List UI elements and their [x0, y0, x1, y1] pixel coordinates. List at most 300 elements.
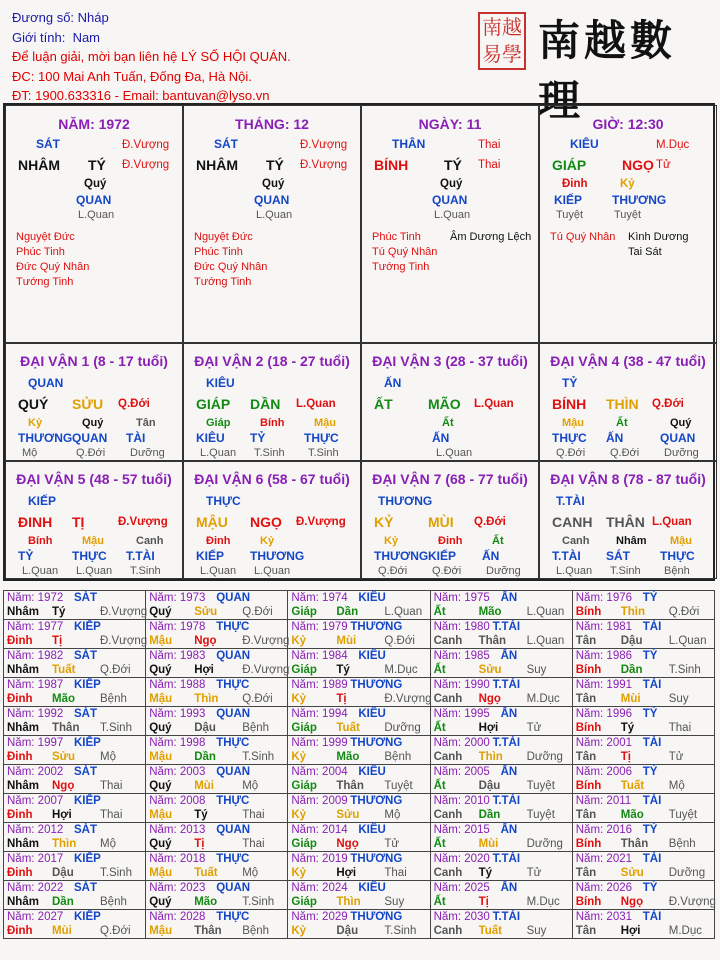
dai-van-state: L.Quan	[652, 516, 692, 528]
star-good: Nguyệt Đức	[194, 231, 253, 243]
dai-van-cell	[361, 343, 539, 461]
year-state: M.Dục	[668, 925, 702, 937]
year-god: TÀI	[642, 911, 662, 923]
year-state: Q.Đới	[100, 925, 131, 937]
pillar-god-state: Thai	[478, 139, 501, 151]
year-label: Năm: 1993	[149, 708, 206, 720]
year-cell	[430, 649, 572, 678]
dai-van-branch: DẦN	[250, 396, 281, 412]
year-cell	[288, 910, 430, 939]
pillar-god: SÁT	[214, 137, 238, 151]
year-cell	[4, 678, 146, 707]
year-cell	[430, 852, 572, 881]
year-stem: Canh	[433, 925, 463, 937]
year-branch: Thân	[336, 780, 364, 792]
pillar-title: NĂM: 1972	[58, 116, 130, 132]
year-cell	[146, 765, 288, 794]
hidden-state: L.Quan	[78, 209, 115, 221]
year-state: Đ.Vượng	[242, 664, 290, 676]
year-label: Năm: 1987	[7, 679, 64, 691]
year-stem: Tân	[575, 925, 597, 937]
year-label: Năm: 2017	[7, 853, 64, 865]
contact-line: Để luận giải, mời bạn liên hệ LÝ SỐ HỘI QUÁN.	[12, 49, 291, 64]
year-stem: Giáp	[291, 896, 317, 908]
year-cell	[572, 823, 714, 852]
hidden-stem: Quý	[84, 178, 107, 190]
hidden-state: Q.Đới	[556, 447, 586, 459]
year-cell	[4, 591, 146, 620]
dai-van-stem: MẬU	[196, 514, 228, 530]
year-stem: Quý	[149, 780, 172, 792]
dai-van-branch: MÃO	[428, 396, 461, 412]
year-label: Năm: 2010	[433, 795, 490, 807]
year-state: L.Quan	[384, 606, 423, 618]
year-state: M.Dục	[526, 896, 560, 908]
dai-van-title: ĐẠI VẬN 5 (48 - 57 tuổi)	[16, 471, 172, 487]
year-cell	[146, 736, 288, 765]
year-label: Năm: 1996	[575, 708, 633, 720]
year-label: Năm: 2002	[7, 766, 64, 778]
year-label: Năm: 2005	[433, 766, 490, 778]
year-cell	[430, 591, 572, 620]
year-branch: Sửu	[620, 867, 644, 879]
year-cell	[146, 678, 288, 707]
year-god: KIÊU	[358, 824, 386, 836]
year-cell	[146, 649, 288, 678]
year-label: Năm: 2001	[575, 737, 633, 749]
dai-van-cell	[5, 461, 183, 579]
year-state: Tuyệt	[526, 780, 555, 792]
hidden-state: T.Sinh	[130, 565, 161, 577]
hidden-stem: Nhâm	[616, 535, 647, 547]
year-stem: Giáp	[291, 664, 317, 676]
year-state: Bệnh	[668, 838, 696, 850]
year-god: QUAN	[216, 766, 251, 778]
year-god: TỶ	[642, 708, 658, 720]
year-branch: Ngọ	[478, 693, 501, 705]
year-branch: Sửu	[478, 664, 502, 676]
year-stem: Kỷ	[291, 925, 307, 937]
year-god: QUAN	[216, 882, 251, 894]
year-state: T.Sinh	[100, 867, 132, 879]
year-branch: Dậu	[478, 780, 501, 792]
year-cell	[430, 794, 572, 823]
year-stem: Quý	[149, 722, 172, 734]
year-state: Tử	[526, 722, 542, 734]
year-branch: Sửu	[336, 809, 360, 821]
star-good: Tướng Tinh	[194, 276, 252, 288]
year-stem: Canh	[433, 809, 463, 821]
star-good: Nguyệt Đức	[16, 231, 75, 243]
year-god: ẤN	[500, 708, 518, 720]
year-stem: Bính	[575, 896, 602, 908]
dai-van-title: ĐẠI VẬN 4 (38 - 47 tuổi)	[550, 353, 706, 369]
gender-value: Nam	[72, 29, 101, 45]
year-state: Tuyệt	[668, 809, 698, 821]
year-cell	[288, 707, 430, 736]
dai-van-god: KIẾP	[28, 494, 57, 508]
year-state: Thai	[242, 809, 265, 821]
year-stem: Quý	[149, 664, 172, 676]
dai-van-branch: THÂN	[606, 514, 645, 530]
year-cell	[146, 852, 288, 881]
hidden-god: KIẾP	[554, 193, 583, 207]
dai-van-god: THỰC	[206, 494, 241, 508]
year-state: Tử	[526, 867, 542, 879]
year-branch: Hợi	[52, 809, 72, 821]
year-label: Năm: 1985	[433, 650, 490, 662]
dai-van-cell	[5, 343, 183, 461]
year-stem: Kỷ	[291, 809, 307, 821]
year-label: Năm: 1978	[149, 621, 206, 633]
year-god: THƯƠNG	[350, 853, 403, 865]
hidden-state: Tuyệt	[614, 209, 642, 221]
year-label: Năm: 2007	[7, 795, 64, 807]
hidden-stem: Ất	[442, 417, 454, 429]
year-state: Q.Đới	[100, 664, 131, 676]
year-label: Năm: 2013	[149, 824, 206, 836]
year-state: Bệnh	[242, 925, 270, 937]
year-branch: Thìn	[52, 838, 77, 850]
dai-van-cell	[539, 461, 717, 579]
year-branch: Dần	[478, 809, 501, 821]
year-god: QUAN	[216, 708, 251, 720]
chart-grid	[3, 103, 715, 581]
dai-van-cell	[183, 461, 361, 579]
year-branch: Ngọ	[336, 838, 359, 850]
dai-van-stem: ẤT	[374, 396, 393, 412]
year-god: SÁT	[74, 592, 97, 604]
hidden-god: T.TÀI	[552, 549, 581, 563]
owner-label: Đương số:	[12, 10, 75, 25]
hidden-state: L.Quan	[200, 447, 237, 459]
year-god: KIẾP	[74, 853, 101, 865]
pillar-god-state: M.Dục	[656, 139, 690, 151]
year-cell	[288, 678, 430, 707]
year-label: Năm: 2015	[433, 824, 490, 836]
hidden-god: TỶ	[250, 431, 266, 445]
hidden-god: THƯƠNG	[612, 193, 667, 207]
year-label: Năm: 2023	[149, 882, 206, 894]
hidden-state: Dưỡng	[130, 447, 165, 459]
star-good: Phúc Tinh	[194, 246, 243, 258]
hidden-stem: Tân	[136, 417, 156, 429]
year-cell	[572, 620, 714, 649]
year-branch: Mùi	[478, 838, 499, 850]
year-label: Năm: 1998	[149, 737, 206, 749]
hidden-state: L.Quan	[76, 565, 113, 577]
pillar-stem: BÍNH	[374, 157, 409, 173]
year-stem: Mậu	[149, 809, 173, 821]
year-god: SÁT	[74, 824, 97, 836]
year-stem: Đinh	[7, 635, 33, 647]
hidden-state: L.Quan	[436, 447, 473, 459]
hidden-state: Mộ	[22, 447, 38, 459]
year-branch: Thìn	[620, 606, 646, 618]
hidden-god: THƯƠNG	[250, 549, 305, 563]
year-stem: Đinh	[7, 751, 33, 763]
year-branch: Dần	[336, 606, 359, 618]
year-branch: Mùi	[336, 635, 357, 647]
year-label: Năm: 1988	[149, 679, 206, 691]
pillar-branch-state: Đ.Vượng	[122, 159, 170, 171]
year-stem: Đinh	[7, 809, 33, 821]
year-god: TÀI	[642, 679, 662, 691]
year-state: Tuyệt	[384, 780, 413, 792]
pillar-god-state: Đ.Vượng	[300, 139, 348, 151]
year-stem: Canh	[433, 867, 463, 879]
year-stem: Kỷ	[291, 751, 307, 763]
year-stem: Tân	[575, 751, 597, 763]
year-label: Năm: 1994	[291, 708, 348, 720]
year-cell	[4, 910, 146, 939]
hidden-stem: Đinh	[438, 535, 463, 547]
hidden-state: L.Quan	[256, 209, 293, 221]
year-stem: Giáp	[291, 722, 317, 734]
year-label: Năm: 2030	[433, 911, 490, 923]
hidden-god: ẤN	[606, 431, 624, 445]
hidden-state: T.Sinh	[610, 565, 641, 577]
hidden-god: KIẾP	[196, 549, 225, 563]
dai-van-god: TỶ	[562, 376, 578, 390]
year-state: Thai	[384, 867, 407, 879]
star-good: Tướng Tinh	[372, 261, 430, 273]
year-cell	[430, 765, 572, 794]
year-state: T.Sinh	[668, 664, 701, 676]
hidden-god: TÀI	[126, 431, 146, 445]
year-state: Suy	[526, 664, 547, 676]
year-branch: Dậu	[52, 867, 74, 879]
year-stem: Bính	[575, 838, 602, 850]
year-state: Mộ	[100, 838, 116, 850]
year-label: Năm: 2021	[575, 853, 633, 865]
year-state: Suy	[526, 925, 547, 937]
dai-van-state: Đ.Vượng	[118, 516, 168, 528]
year-stem: Tân	[575, 693, 597, 705]
year-cell	[146, 620, 288, 649]
year-cell	[4, 794, 146, 823]
year-cell	[4, 881, 146, 910]
year-label: Năm: 2022	[7, 882, 64, 894]
year-cell	[288, 591, 430, 620]
year-label: Năm: 1986	[575, 650, 633, 662]
year-label: Năm: 1982	[7, 650, 64, 662]
star-good: Đức Quý Nhân	[16, 261, 90, 273]
year-state: Bệnh	[384, 751, 412, 763]
year-cell	[4, 852, 146, 881]
year-stem: Nhâm	[7, 664, 39, 676]
hidden-stem: Mậu	[670, 535, 692, 547]
year-state: Đ.Vượng	[100, 606, 148, 618]
year-state: Dưỡng	[526, 751, 563, 763]
year-god: THƯƠNG	[350, 911, 403, 923]
year-stem: Ất	[433, 896, 446, 908]
year-god: QUAN	[216, 650, 251, 662]
star-good: Tướng Tinh	[16, 276, 74, 288]
year-god: THƯƠNG	[350, 679, 403, 691]
year-label: Năm: 2009	[291, 795, 348, 807]
year-branch: Mão	[478, 606, 502, 618]
year-branch: Thân	[194, 925, 222, 937]
year-branch: Thìn	[336, 896, 361, 908]
year-god: SÁT	[74, 766, 97, 778]
pillar-branch-state: Thai	[478, 159, 501, 171]
year-god: KIÊU	[358, 766, 386, 778]
year-cell	[572, 707, 714, 736]
year-label: Năm: 2014	[291, 824, 348, 836]
year-god: KIẾP	[74, 911, 101, 923]
year-cell	[288, 881, 430, 910]
year-stem: Giáp	[291, 780, 317, 792]
year-cell	[430, 881, 572, 910]
year-branch: Sửu	[52, 751, 76, 763]
year-label: Năm: 2026	[575, 882, 633, 894]
year-cell	[288, 649, 430, 678]
year-label: Năm: 1992	[7, 708, 64, 720]
year-label: Năm: 1983	[149, 650, 206, 662]
year-stem: Mậu	[149, 925, 173, 937]
year-stem: Ất	[433, 664, 446, 676]
year-branch: Dậu	[336, 925, 359, 937]
year-stem: Ất	[433, 722, 446, 734]
seal-stamp-icon: 南越 易學	[478, 12, 526, 70]
pillar-cell	[361, 105, 539, 343]
pillar-stem: GIÁP	[552, 157, 587, 173]
year-branch: Ngọ	[52, 780, 75, 792]
pillar-stem: NHÂM	[196, 157, 238, 173]
year-cell	[572, 852, 714, 881]
year-stem: Kỷ	[291, 635, 307, 647]
year-label: Năm: 2025	[433, 882, 490, 894]
year-branch: Hợi	[620, 925, 641, 937]
year-branch: Hợi	[478, 722, 499, 734]
year-stem: Ất	[433, 780, 446, 792]
year-god: TÀI	[642, 621, 662, 633]
dai-van-cell	[361, 461, 539, 579]
year-god: KIÊU	[358, 882, 386, 894]
year-label: Năm: 1973	[149, 592, 206, 604]
year-stem: Mậu	[149, 693, 173, 705]
year-branch: Sửu	[194, 606, 218, 618]
year-branch: Thân	[52, 722, 80, 734]
year-branch: Tý	[336, 664, 350, 676]
pillar-branch-state: Tử	[656, 159, 671, 171]
year-state: Bệnh	[242, 722, 270, 734]
year-label: Năm: 2020	[433, 853, 490, 865]
pillar-title: GIỜ: 12:30	[592, 116, 664, 132]
hidden-stem: Mậu	[314, 417, 336, 429]
year-god: THỰC	[216, 853, 250, 865]
dai-van-state: Q.Đới	[474, 516, 506, 528]
year-god: THƯƠNG	[350, 795, 403, 807]
year-state: M.Dục	[384, 664, 418, 676]
hidden-stem: Quý	[262, 178, 285, 190]
dai-van-branch: NGỌ	[250, 514, 282, 530]
year-state: Thai	[100, 809, 123, 821]
year-cell	[572, 765, 714, 794]
year-branch: Tuất	[620, 780, 645, 792]
year-cell	[288, 736, 430, 765]
year-state: L.Quan	[526, 635, 565, 647]
year-stem: Bính	[575, 664, 602, 676]
year-branch: Thìn	[194, 693, 219, 705]
phone-email-line: ĐT: 1900.633316 - Email: bantuvan@lyso.vn	[12, 88, 270, 103]
year-branch: Tị	[478, 896, 489, 908]
hidden-state: Bệnh	[664, 565, 690, 577]
dai-van-state: Q.Đới	[118, 398, 150, 410]
hidden-god: KIẾP	[428, 549, 457, 563]
year-branch: Thân	[620, 838, 649, 850]
year-god: TỶ	[642, 650, 658, 662]
year-cell	[288, 794, 430, 823]
hidden-stem: Quý	[82, 417, 104, 429]
dai-van-branch: THÌN	[606, 396, 639, 412]
year-cell	[572, 881, 714, 910]
hidden-god: SÁT	[606, 549, 630, 563]
dai-van-state: L.Quan	[474, 398, 514, 410]
year-label: Năm: 1995	[433, 708, 490, 720]
year-god: QUAN	[216, 592, 251, 604]
year-god: THƯƠNG	[350, 621, 403, 633]
dai-van-state: Đ.Vượng	[296, 516, 346, 528]
dai-van-title: ĐẠI VẬN 8 (78 - 87 tuổi)	[550, 471, 706, 487]
year-god: KIẾP	[74, 621, 101, 633]
hidden-stem: Mậu	[562, 417, 584, 429]
year-branch: Tuất	[52, 664, 76, 676]
year-branch: Tuất	[336, 722, 360, 734]
dai-van-god: KIÊU	[206, 376, 235, 390]
year-label: Năm: 2018	[149, 853, 206, 865]
pillar-god: KIÊU	[570, 137, 599, 151]
year-label: Năm: 1972	[7, 592, 64, 604]
year-label: Năm: 1979	[291, 621, 348, 633]
hidden-stem: Bính	[260, 417, 285, 429]
year-god: T.TÀI	[492, 853, 521, 865]
year-state: L.Quan	[668, 635, 707, 647]
pillar-god: THÂN	[392, 137, 426, 151]
year-label: Năm: 2004	[291, 766, 348, 778]
year-state: Q.Đới	[242, 693, 273, 705]
year-stem: Nhâm	[7, 780, 39, 792]
dai-van-cell	[183, 343, 361, 461]
year-god: T.TÀI	[492, 795, 521, 807]
pillar-branch: TÝ	[444, 157, 462, 173]
pillar-god: SÁT	[36, 137, 60, 151]
year-god: KIÊU	[358, 650, 386, 662]
year-stem: Kỷ	[291, 693, 307, 705]
gender-label: Giới tính:	[12, 29, 66, 45]
year-state: Thai	[242, 838, 265, 850]
year-branch: Mão	[620, 809, 644, 821]
dai-van-branch: TỊ	[72, 514, 85, 530]
year-state: Đ.Vượng	[100, 635, 148, 647]
year-branch: Tuất	[194, 867, 218, 879]
year-label: Năm: 2019	[291, 853, 348, 865]
year-state: L.Quan	[526, 606, 565, 618]
dai-van-state: L.Quan	[296, 398, 336, 410]
hidden-state: L.Quan	[254, 565, 291, 577]
year-state: Mộ	[242, 867, 259, 879]
brand-title: 南越數理	[538, 16, 677, 125]
pillar-stem: NHÂM	[18, 157, 60, 173]
hidden-god: THỰC	[660, 549, 695, 563]
year-god: T.TÀI	[492, 679, 521, 691]
year-cell	[572, 678, 714, 707]
hidden-stem: Giáp	[206, 417, 231, 429]
pillar-branch-state: Đ.Vượng	[300, 159, 348, 171]
year-branch: Tý	[52, 606, 66, 618]
year-cell	[572, 649, 714, 678]
